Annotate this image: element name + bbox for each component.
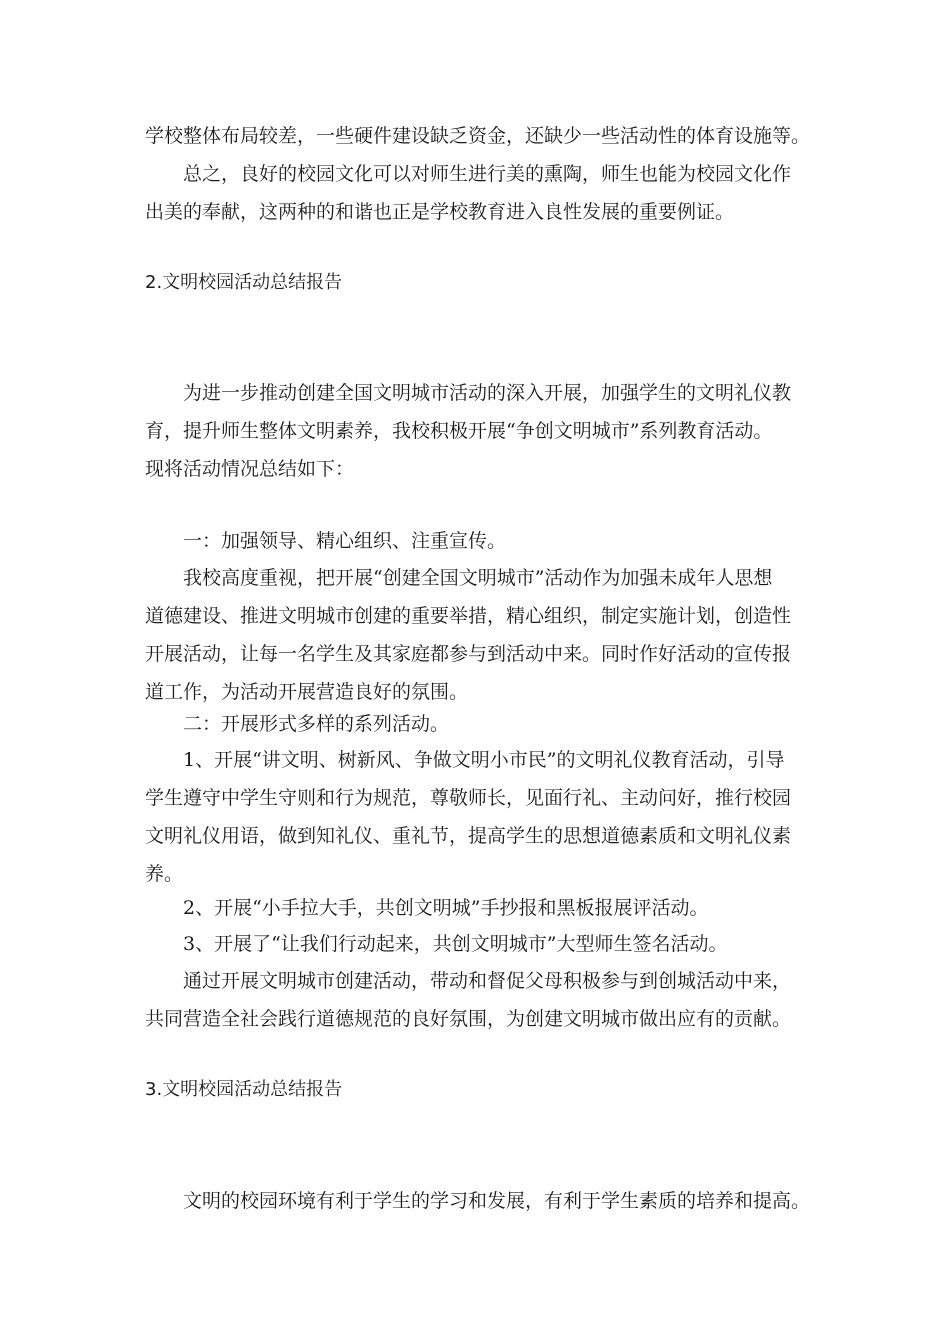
paragraph-line: 通过开展文明城市创建活动，带动和督促父母积极参与到创城活动中来， xyxy=(183,970,792,992)
section-heading: 2.文明校园活动总结报告 xyxy=(145,272,343,293)
subheading-line: 一：加强领导、精心组织、注重宣传。 xyxy=(183,530,507,552)
section-heading: 3.文明校园活动总结报告 xyxy=(145,1079,343,1100)
paragraph-line: 文明礼仪用语，做到知礼仪、重礼节，提高学生的思想道德素质和文明礼仪素 xyxy=(145,825,792,847)
paragraph-line: 文明的校园环境有利于学生的学习和发展，有利于学生素质的培养和提高。 xyxy=(183,1190,811,1212)
paragraph-line: 1、开展“讲文明、树新风、争做文明小市民”的文明礼仪教育活动，引导 xyxy=(183,749,785,771)
paragraph-line: 学生遵守中学生守则和行为规范，尊敬师长，见面行礼、主动问好，推行校园 xyxy=(145,787,792,809)
paragraph-line: 3、开展了“让我们行动起来，共创文明城市”大型师生签名活动。 xyxy=(183,933,728,955)
paragraph-line: 道德建设、推进文明城市创建的重要举措，精心组织，制定实施计划，创造性 xyxy=(145,605,792,627)
paragraph-line: 养。 xyxy=(145,863,184,885)
paragraph-line: 道工作，为活动开展营造良好的氛围。 xyxy=(145,681,469,703)
paragraph-line: 为进一步推动创建全国文明城市活动的深入开展，加强学生的文明礼仪教 xyxy=(183,382,792,404)
paragraph-line: 育，提升师生整体文明素养，我校积极开展“争创文明城市”系列教育活动。 xyxy=(145,420,773,442)
paragraph-line: 我校高度重视，把开展“创建全国文明城市”活动作为加强未成年人思想 xyxy=(183,567,773,589)
paragraph-line: 总之，良好的校园文化可以对师生进行美的熏陶，师生也能为校园文化作 xyxy=(183,163,792,185)
paragraph-line: 共同营造全社会践行道德规范的良好氛围，为创建文明城市做出应有的贡献。 xyxy=(145,1008,792,1030)
paragraph-line: 出美的奉献，这两种的和谐也正是学校教育进入良性发展的重要例证。 xyxy=(145,201,735,223)
subheading-line: 二：开展形式多样的系列活动。 xyxy=(183,713,450,735)
paragraph-line: 学校整体布局较差，一些硬件建设缺乏资金，还缺少一些活动性的体育设施等。 xyxy=(145,125,811,147)
paragraph-line: 2、开展“小手拉大手，共创文明城”手抄报和黑板报展评活动。 xyxy=(183,897,709,919)
paragraph-line: 现将活动情况总结如下： xyxy=(145,458,355,480)
paragraph-line: 开展活动，让每一名学生及其家庭都参与到活动中来。同时作好活动的宣传报 xyxy=(145,643,792,665)
